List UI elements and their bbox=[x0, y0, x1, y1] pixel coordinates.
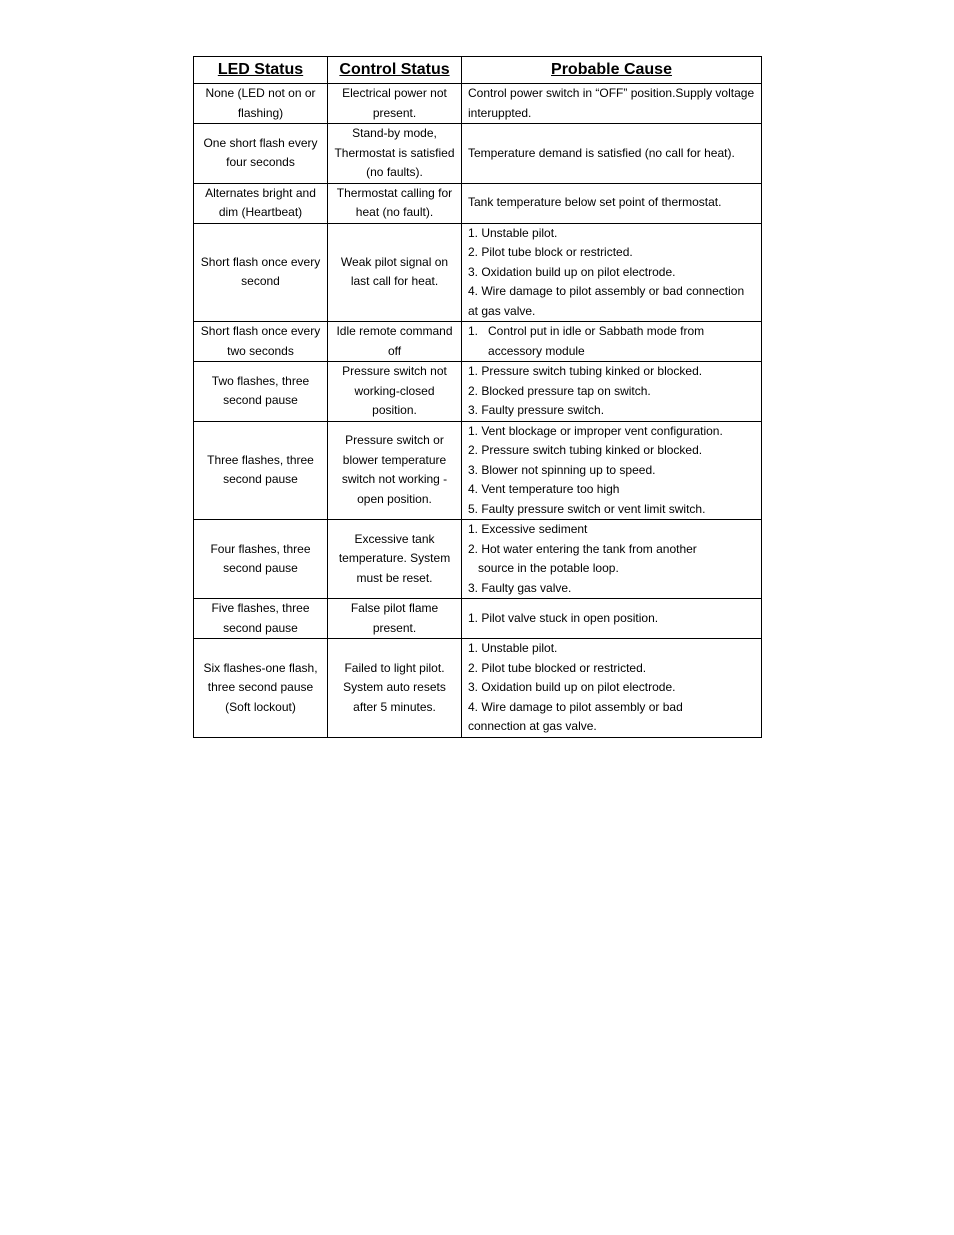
probable-cause-line: 3. Faulty pressure switch. bbox=[468, 403, 605, 417]
led-status-cell: Alternates bright and dim (Heartbeat) bbox=[194, 183, 328, 223]
control-status-cell: Weak pilot signal on last call for heat. bbox=[328, 223, 462, 322]
header-probable-cause: Probable Cause bbox=[462, 57, 762, 84]
table-row bbox=[194, 362, 762, 422]
control-status-cell: Pressure switch not working-closed position. bbox=[328, 362, 462, 422]
probable-cause-line: 4. Wire damage to pilot assembly or bad bbox=[468, 699, 683, 714]
control-status-cell: Stand-by mode, Thermostat is satisfied (no faults). bbox=[328, 124, 462, 184]
led-status-cell: Five flashes, three second pause bbox=[194, 599, 328, 639]
probable-cause-line: 3. Faulty gas valve. bbox=[468, 580, 572, 595]
control-status-cell: False pilot flame present. bbox=[328, 599, 462, 639]
led-status-document bbox=[193, 56, 761, 738]
control-status-cell: Failed to light pilot. System auto resets after 5 minutes. bbox=[328, 639, 462, 738]
table-row bbox=[194, 639, 762, 738]
probable-cause-line: 2. Pilot tube blocked or restricted. bbox=[468, 660, 647, 675]
header-control-status: Control Status bbox=[328, 57, 462, 84]
probable-cause-cell bbox=[462, 599, 762, 639]
probable-cause-line: 2. Pressure switch tubing kinked or blocked. bbox=[468, 443, 703, 457]
probable-cause-cell bbox=[462, 421, 762, 520]
probable-cause-line: 1. Vent blockage or improper vent configuration. bbox=[468, 423, 723, 438]
led-status-cell: Three flashes, three second pause bbox=[194, 421, 328, 520]
led-status-cell: Two flashes, three second pause bbox=[194, 362, 328, 422]
header-led-status: LED Status bbox=[194, 57, 328, 84]
probable-cause-line: 1. Control put in idle or Sabbath mode from bbox=[468, 324, 705, 338]
probable-cause-line: 1. Pressure switch tubing kinked or blocked. bbox=[468, 364, 703, 378]
probable-cause-line: 4. Vent temperature too high bbox=[468, 482, 620, 496]
led-status-cell: One short flash every four seconds bbox=[194, 124, 328, 184]
control-status-cell: Thermostat calling for heat (no fault). bbox=[328, 183, 462, 223]
probable-cause-line: accessory module bbox=[468, 343, 585, 358]
table-row bbox=[194, 124, 762, 184]
probable-cause-line: connection at gas valve. bbox=[468, 719, 597, 733]
table-header-row bbox=[194, 57, 762, 84]
probable-cause-line: 3. Oxidation build up on pilot electrode. bbox=[468, 264, 676, 279]
probable-cause-line: 3. Blower not spinning up to speed. bbox=[468, 462, 656, 477]
table-row bbox=[194, 183, 762, 223]
probable-cause-cell bbox=[462, 183, 762, 223]
probable-cause-line: at gas valve. bbox=[468, 303, 536, 318]
control-status-cell: Electrical power not present. bbox=[328, 84, 462, 124]
table-row bbox=[194, 520, 762, 599]
probable-cause-line: 2. Hot water entering the tank from another bbox=[468, 541, 697, 556]
probable-cause-line: Control power switch in “OFF” position.Supply voltage interuppted. bbox=[468, 86, 758, 120]
probable-cause-cell bbox=[462, 520, 762, 599]
probable-cause-cell bbox=[462, 322, 762, 362]
probable-cause-line: Temperature demand is satisfied (no call for heat). bbox=[468, 145, 735, 160]
probable-cause-line: 1. Unstable pilot. bbox=[468, 641, 558, 655]
probable-cause-line: Tank temperature below set point of thermostat. bbox=[468, 195, 722, 210]
probable-cause-cell bbox=[462, 124, 762, 184]
probable-cause-cell bbox=[462, 84, 762, 124]
control-status-cell: Idle remote command off bbox=[328, 322, 462, 362]
table-row bbox=[194, 421, 762, 520]
probable-cause-line: 4. Wire damage to pilot assembly or bad connection bbox=[468, 284, 745, 298]
probable-cause-cell bbox=[462, 223, 762, 322]
led-status-cell: None (LED not on or flashing) bbox=[194, 84, 328, 124]
table-row bbox=[194, 84, 762, 124]
probable-cause-line: 1. Unstable pilot. bbox=[468, 225, 558, 240]
led-status-cell: Six flashes-one flash, three second pause (Soft lockout) bbox=[194, 639, 328, 738]
led-status-table bbox=[193, 56, 762, 738]
led-status-cell: Short flash once every two seconds bbox=[194, 322, 328, 362]
table-row bbox=[194, 322, 762, 362]
probable-cause-cell bbox=[462, 639, 762, 738]
led-status-cell: Short flash once every second bbox=[194, 223, 328, 322]
table-body bbox=[194, 84, 762, 738]
control-status-cell: Pressure switch or blower temperature switch not working - open position. bbox=[328, 421, 462, 520]
probable-cause-line: source in the potable loop. bbox=[468, 561, 619, 575]
table-row bbox=[194, 223, 762, 322]
probable-cause-line: 2. Pilot tube block or restricted. bbox=[468, 245, 633, 259]
control-status-cell: Excessive tank temperature. System must be reset. bbox=[328, 520, 462, 599]
probable-cause-line: 2. Blocked pressure tap on switch. bbox=[468, 383, 651, 398]
table-row bbox=[194, 599, 762, 639]
probable-cause-line: 5. Faulty pressure switch or vent limit switch. bbox=[468, 501, 706, 516]
probable-cause-line: 1. Pilot valve stuck in open position. bbox=[468, 610, 659, 625]
led-status-cell: Four flashes, three second pause bbox=[194, 520, 328, 599]
probable-cause-line: 3. Oxidation build up on pilot electrode. bbox=[468, 680, 676, 694]
probable-cause-cell bbox=[462, 362, 762, 422]
probable-cause-line: 1. Excessive sediment bbox=[468, 522, 588, 536]
